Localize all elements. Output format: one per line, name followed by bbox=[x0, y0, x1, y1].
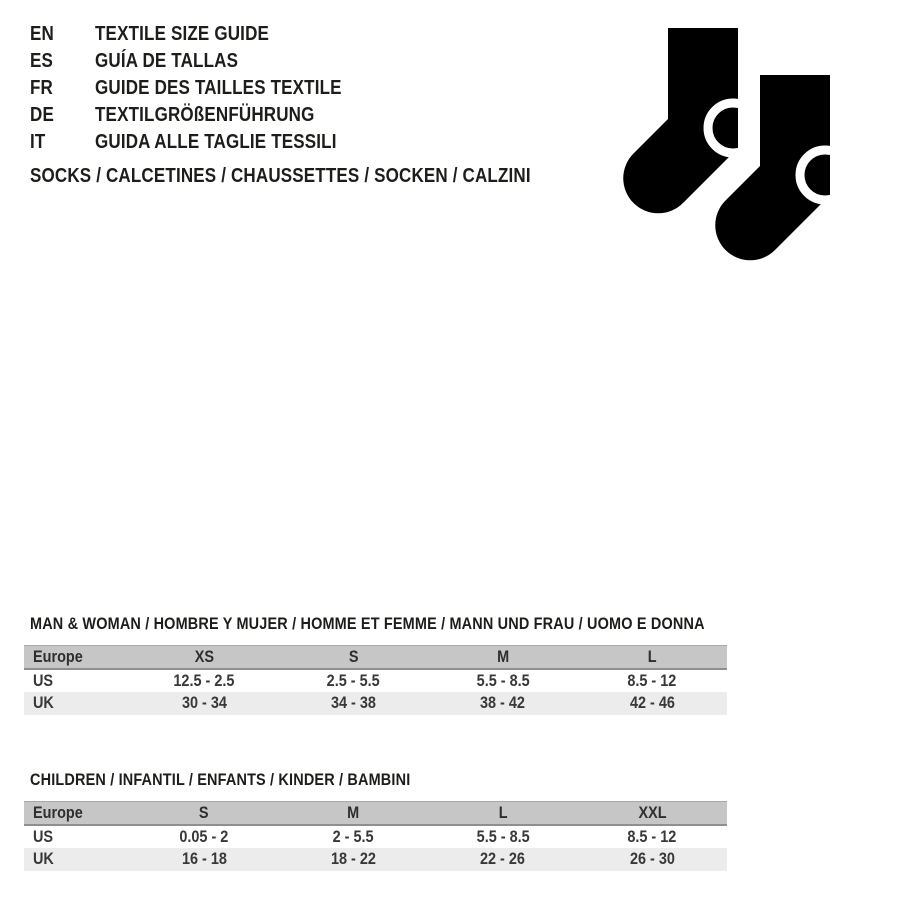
col-header-size bbox=[428, 646, 577, 669]
row-label-text: US bbox=[33, 670, 54, 690]
col-header-text: Europe bbox=[33, 802, 83, 822]
size-cell-text: 34 - 38 bbox=[331, 693, 376, 712]
col-header-text: M bbox=[496, 646, 509, 666]
size-cell-text: 42 - 46 bbox=[629, 693, 675, 712]
language-title: TEXTILE SIZE GUIDE bbox=[95, 23, 270, 45]
language-code: IT bbox=[30, 131, 46, 153]
section-title-man-woman bbox=[30, 615, 727, 632]
row-label-text: US bbox=[33, 826, 54, 846]
language-row bbox=[30, 21, 385, 48]
language-code: DE bbox=[30, 104, 54, 126]
size-table-man-woman bbox=[24, 645, 727, 715]
row-label-text: UK bbox=[33, 693, 54, 712]
size-cell-text: 8.5 - 12 bbox=[627, 670, 677, 690]
col-header-text: Europe bbox=[33, 646, 83, 666]
col-header-size bbox=[428, 802, 577, 825]
size-table-children bbox=[24, 801, 727, 871]
category-line-text: SOCKS / CALCETINES / CHAUSSETTES / SOCKEN / CALZINI bbox=[30, 165, 531, 187]
language-row bbox=[30, 48, 385, 75]
col-header-size bbox=[129, 802, 278, 825]
table-header-row bbox=[24, 802, 727, 825]
size-cell bbox=[129, 848, 278, 871]
size-cell bbox=[578, 825, 727, 848]
col-header-size bbox=[279, 802, 428, 825]
section-title-text: MAN & WOMAN / HOMBRE Y MUJER / HOMME ET FEMME / MANN UND FRAU / UOMO E DONNA bbox=[30, 614, 705, 633]
table-row-uk bbox=[24, 692, 727, 715]
table-row-us bbox=[24, 825, 727, 848]
size-cell bbox=[129, 692, 278, 715]
table-header-row bbox=[24, 646, 727, 669]
size-cell bbox=[428, 825, 577, 848]
size-cell-text: 2.5 - 5.5 bbox=[326, 670, 381, 690]
col-header-europe bbox=[24, 802, 129, 825]
col-header-text: S bbox=[348, 646, 359, 666]
size-cell bbox=[428, 848, 577, 871]
size-cell bbox=[578, 848, 727, 871]
size-cell bbox=[279, 669, 428, 692]
col-header-size bbox=[578, 646, 727, 669]
size-cell bbox=[578, 669, 727, 692]
language-code: ES bbox=[30, 50, 54, 72]
size-cell-text: 12.5 - 2.5 bbox=[173, 670, 235, 690]
row-label bbox=[24, 825, 129, 848]
language-row bbox=[30, 75, 385, 102]
language-code: FR bbox=[30, 77, 54, 99]
size-cell bbox=[279, 825, 428, 848]
language-row bbox=[30, 129, 385, 156]
row-label bbox=[24, 848, 129, 871]
size-cell-text: 26 - 30 bbox=[629, 849, 675, 868]
language-title: GUIDA ALLE TAGLIE TESSILI bbox=[95, 131, 337, 153]
size-cell-text: 18 - 22 bbox=[331, 849, 376, 868]
table-row-uk bbox=[24, 848, 727, 871]
col-header-text: M bbox=[347, 802, 360, 822]
row-label bbox=[24, 692, 129, 715]
size-cell-text: 2 - 5.5 bbox=[333, 826, 374, 846]
size-section-man-woman bbox=[24, 615, 727, 715]
section-title-children bbox=[30, 771, 727, 788]
size-cell bbox=[428, 669, 577, 692]
language-title-block bbox=[30, 21, 385, 156]
size-cell-text: 38 - 42 bbox=[480, 693, 526, 712]
language-code: EN bbox=[30, 23, 54, 45]
col-header-text: S bbox=[199, 802, 209, 822]
size-cell bbox=[428, 692, 577, 715]
language-title: GUIDE DES TAILLES TEXTILE bbox=[95, 77, 342, 99]
col-header-text: XS bbox=[194, 646, 214, 666]
size-cell-text: 0.05 - 2 bbox=[179, 826, 229, 846]
size-cell bbox=[279, 692, 428, 715]
size-cell-text: 5.5 - 8.5 bbox=[476, 826, 530, 846]
size-cell bbox=[129, 669, 278, 692]
size-cell-text: 16 - 18 bbox=[181, 849, 227, 868]
size-cell-text: 5.5 - 8.5 bbox=[476, 670, 530, 690]
language-row bbox=[30, 102, 385, 129]
col-header-text: L bbox=[647, 646, 657, 666]
language-title: GUÍA DE TALLAS bbox=[95, 50, 239, 72]
col-header-size bbox=[129, 646, 278, 669]
row-label bbox=[24, 669, 129, 692]
size-section-children bbox=[24, 771, 727, 871]
size-cell bbox=[279, 848, 428, 871]
size-cell bbox=[129, 825, 278, 848]
size-cell-text: 8.5 - 12 bbox=[627, 826, 677, 846]
category-line bbox=[30, 163, 619, 190]
socks-icon bbox=[590, 20, 880, 265]
col-header-size bbox=[279, 646, 428, 669]
size-cell-text: 22 - 26 bbox=[480, 849, 526, 868]
size-cell-text: 30 - 34 bbox=[181, 693, 227, 712]
col-header-europe bbox=[24, 646, 129, 669]
language-title: TEXTILGRÖßENFÜHRUNG bbox=[95, 104, 315, 126]
table-row-us bbox=[24, 669, 727, 692]
col-header-text: L bbox=[498, 802, 508, 822]
col-header-size bbox=[578, 802, 727, 825]
size-cell bbox=[578, 692, 727, 715]
row-label-text: UK bbox=[33, 849, 54, 868]
section-title-text: CHILDREN / INFANTIL / ENFANTS / KINDER / BAMBINI bbox=[30, 770, 411, 789]
col-header-text: XXL bbox=[638, 802, 667, 822]
